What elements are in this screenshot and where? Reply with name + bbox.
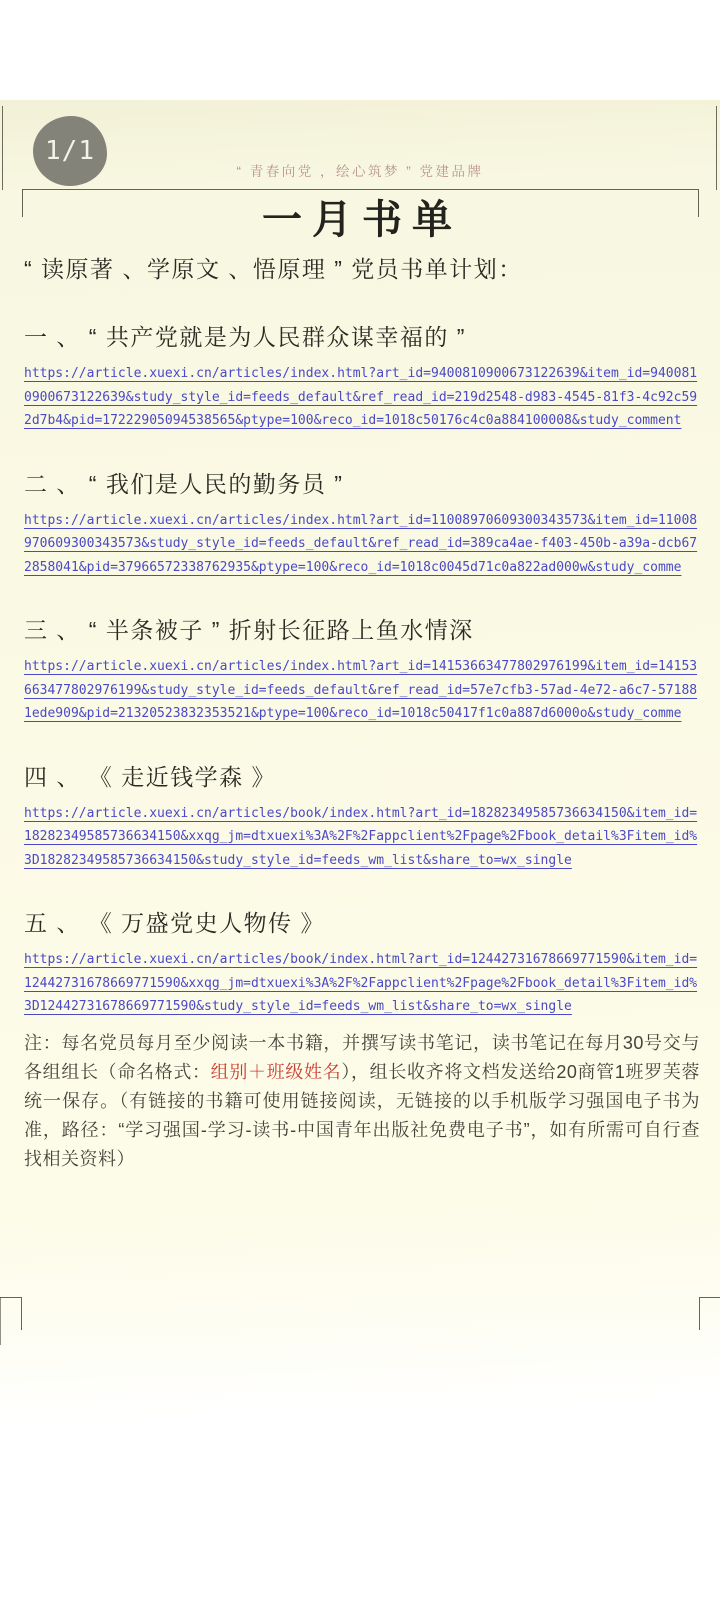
book-item-4 [24, 760, 700, 873]
book-link-2[interactable]: https://article.xuexi.cn/articles/index.html?art_id=11008970609300343573&item_id=11008970609300343573&study_style_id=feeds_default&ref_read_id=389ca4ae-f403-450b-a39a-dcb672858041&pid=37966572338762935&ptype=100&reco_id=1018c0045d71c0a822ad000w&study_comme [24, 512, 698, 575]
crop-mark-bottom-right [699, 1297, 720, 1330]
crop-mark-bottom-left [0, 1297, 22, 1330]
note-naming-format-highlight: 组别＋班级姓名 [210, 1061, 342, 1082]
page-title: 一月书单 [262, 198, 462, 242]
book-link-3[interactable]: https://article.xuexi.cn/articles/index.html?art_id=14153663477802976199&item_id=14153663477802976199&study_style_id=feeds_default&ref_read_id=57e7cfb3-57ad-4e72-a6c7-571881ede909&pid=21320523832353521&ptype=100&reco_id=1018c50417f1c0a887d6000o&study_comme [24, 659, 698, 721]
page-header-slogan: “ 青春向党 ，绘心筑梦 ” 党建品牌 [236, 164, 484, 179]
book-item-2 [24, 467, 700, 580]
crop-mark-bottom-left-edge [0, 1297, 1, 1345]
book-link-5[interactable]: https://article.xuexi.cn/articles/book/index.html?art_id=12442731678669771590&item_id=12442731678669771590&xxqg_jm=dtxuexi%3A%2F%2Fappclient%2Fpage%2Fbook_detail%3Fitem_id%3D12442731678669771590&study_style_id=feeds_wm_list&share_to=wx_single [24, 952, 698, 1014]
book-item-5 [24, 906, 700, 1019]
book-link-4[interactable]: https://article.xuexi.cn/articles/book/index.html?art_id=18282349585736634150&item_id=18282349585736634150&xxqg_jm=dtxuexi%3A%2F%2Fappclient%2Fpage%2Fbook_detail%3Fitem_id%3D18282349585736634150&study_style_id=feeds_wm_list&share_to=wx_single [24, 805, 698, 868]
document-content [0, 100, 720, 1174]
page-indicator-label: 1/1 [45, 136, 95, 166]
book-link-1[interactable]: https://article.xuexi.cn/articles/index.html?art_id=9400810900673122639&item_id=9400810900673122639&study_style_id=feeds_default&ref_read_id=219d2548-d983-4545-81f3-4c92c592d7b4&pid=17222905094538565&ptype=100&reco_id=1018c50176c4c0a884100008&study_comment [24, 366, 698, 428]
note-text-start: 注：每名党员每月至少阅读一本书籍，并撰写读书笔记，读书笔记在每月30号交与各组组长（命名格式： [24, 1032, 700, 1082]
document-page [0, 100, 720, 1440]
book-heading-1: 一 、 “ 共产党就是为人民群众谋幸福的 ” [24, 324, 466, 350]
book-item-3 [24, 613, 700, 726]
note-text-end: ），组长收齐将文档发送给20商管1班罗芙蓉统一保存。（有链接的书籍可使用链接阅读，无链接的以手机版学习强国电子书为准，路径：“学习强国-学习-读书-中国青年出版社免费电子书”，如有所需可自行查找相关资料） [24, 1061, 701, 1169]
book-heading-4: 四 、 《 走近钱学森 》 [24, 763, 277, 790]
book-heading-2: 二 、 “ 我们是人民的勤务员 ” [24, 470, 344, 497]
book-heading-5: 五 、 《 万盛党史人物传 》 [24, 910, 326, 936]
book-item-1 [24, 320, 700, 433]
document-subtitle: “ 读原著 、学原文 、悟原理 ” 党员书单计划： [24, 256, 523, 282]
book-heading-3: 三 、 “ 半条被子 ” 折射长征路上鱼水情深 [24, 617, 474, 643]
document-note [24, 1029, 700, 1174]
